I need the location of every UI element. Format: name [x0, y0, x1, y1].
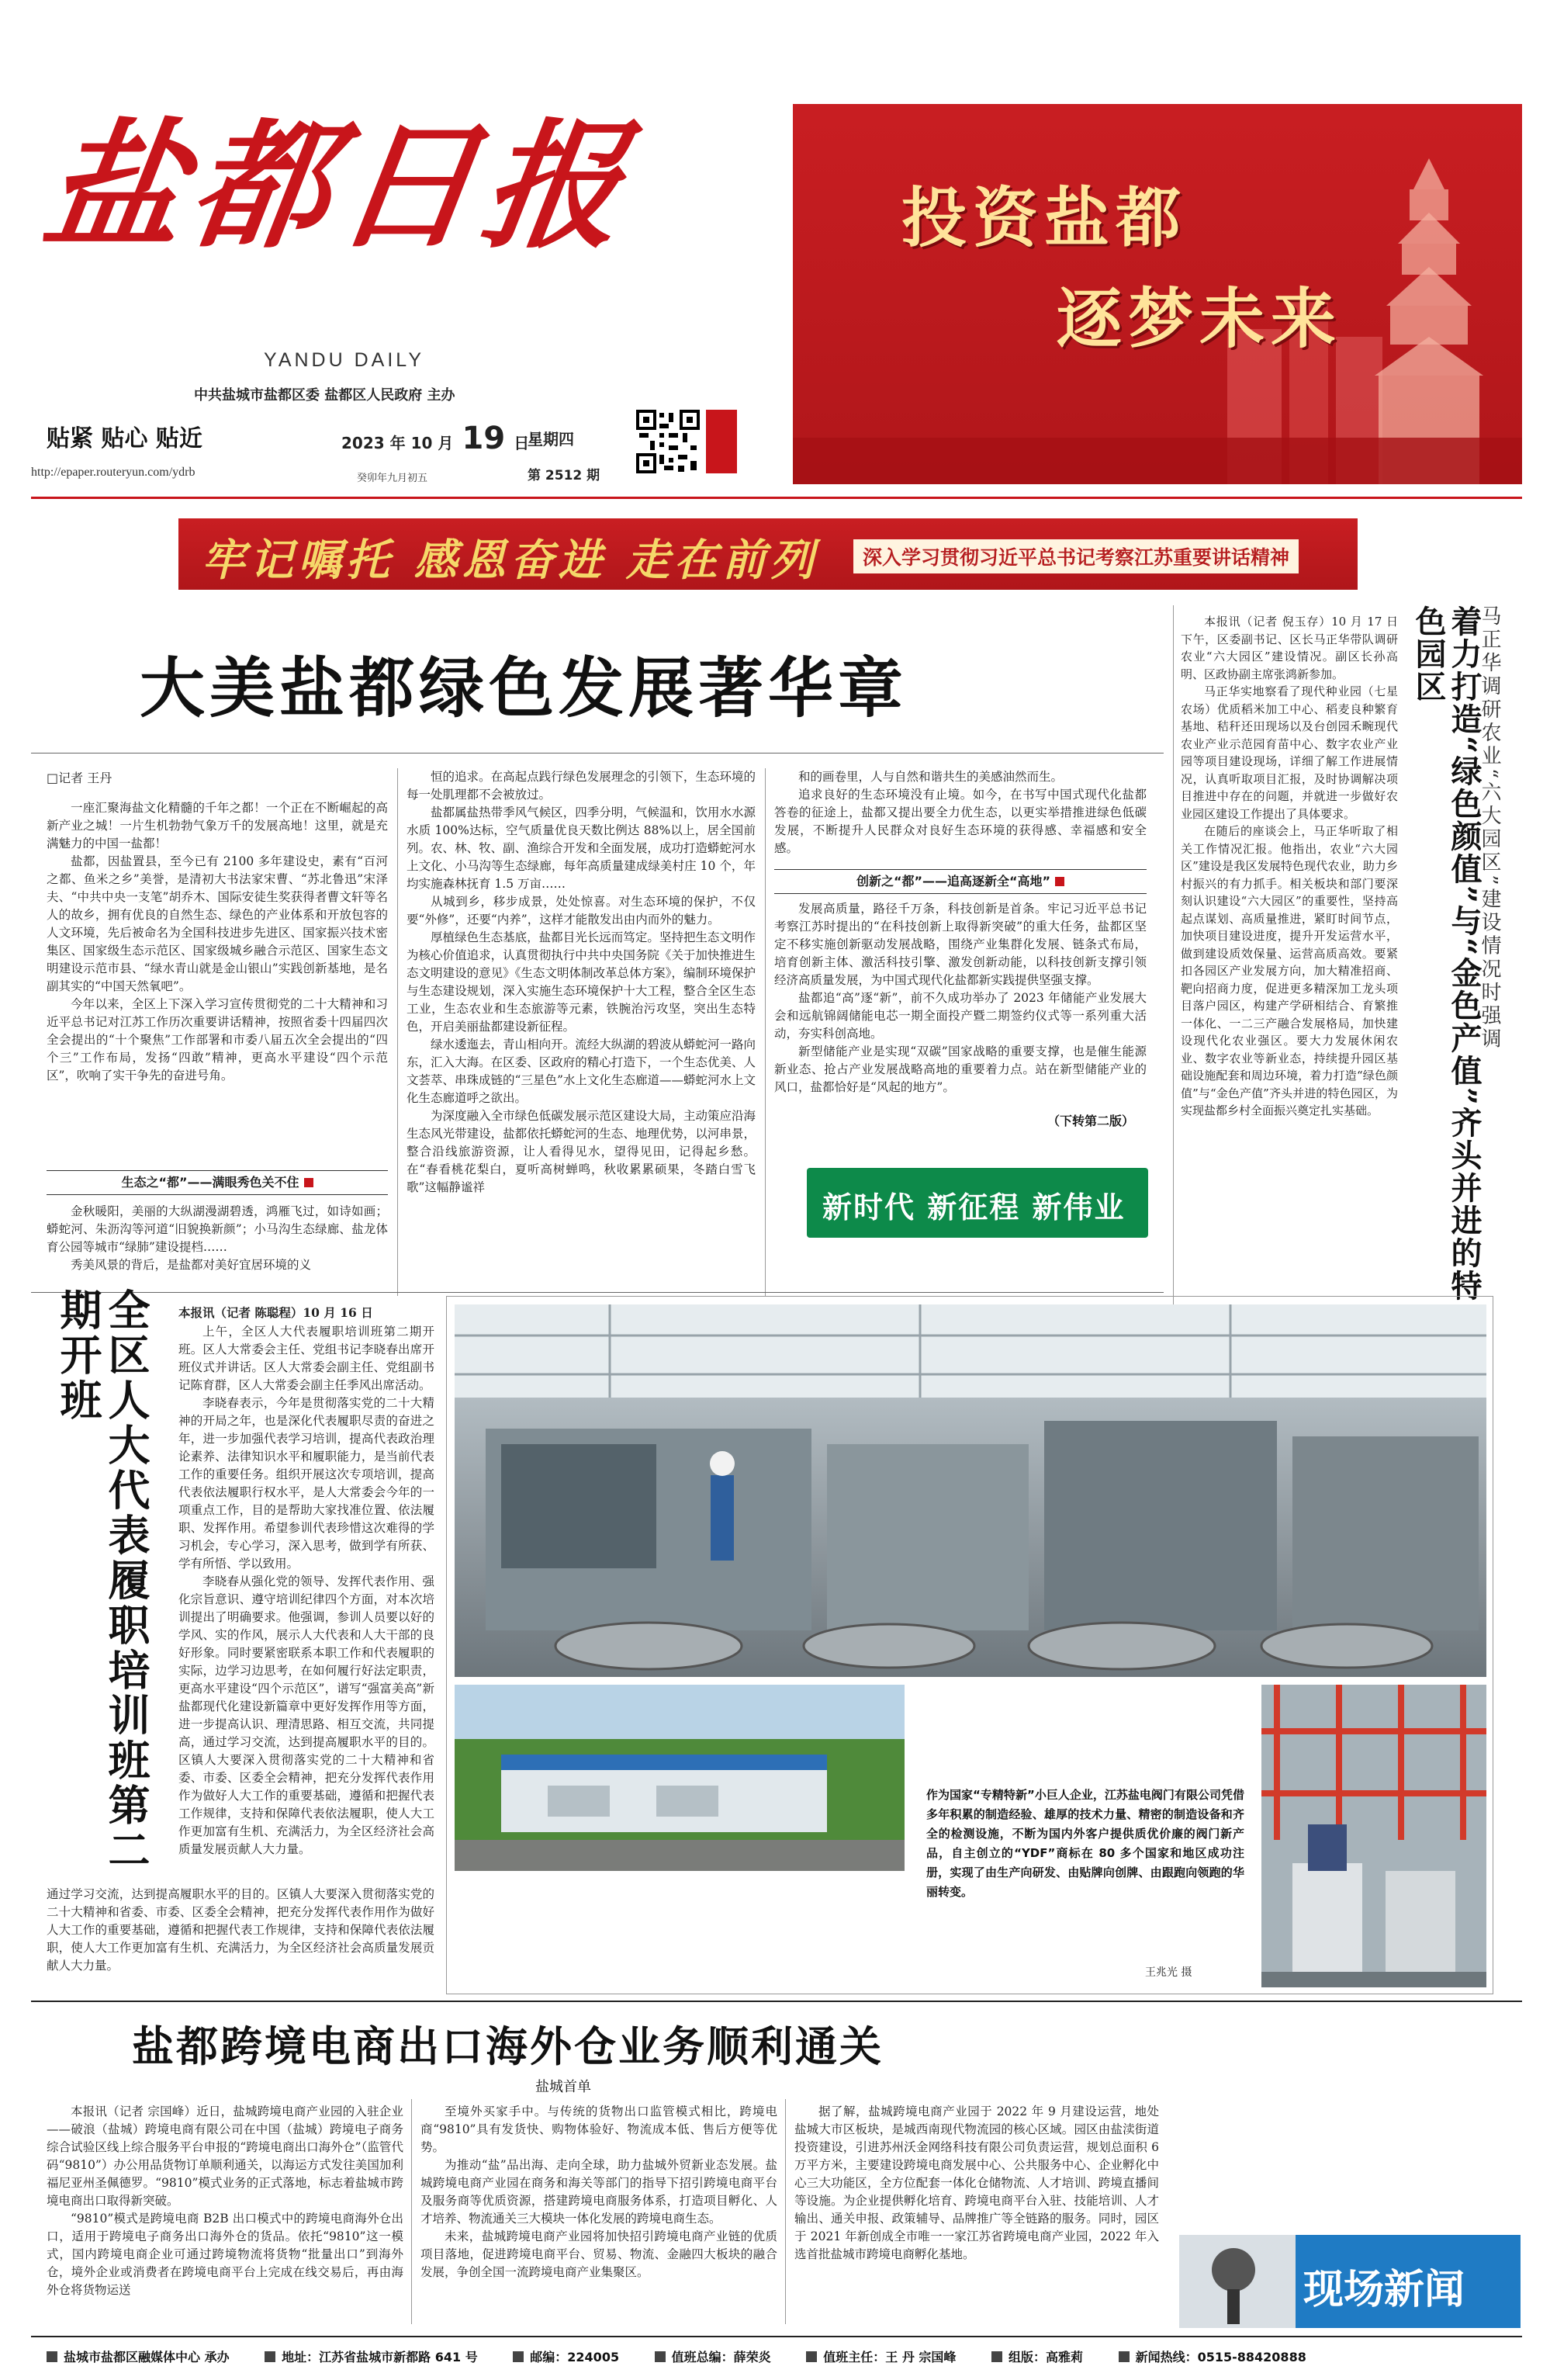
live-news-text: 现场新闻: [1303, 2267, 1465, 2313]
microphone-icon: [1179, 2235, 1296, 2328]
sidebar-headline: 着力打造“绿色颜值”与“金色产值”齐头并进的特色园区: [1410, 605, 1483, 1303]
new-era-banner: [807, 1168, 1148, 1238]
story2-rule: [31, 1292, 1164, 1293]
sidebar-kicker: 马正华调研农业“六大园区”建设情况时强调: [1478, 605, 1501, 1051]
lead-col3b: [774, 900, 1147, 1110]
sidebar-para: 马正华实地察看了现代种业园（七星农场）优质稻米加工中心、稻麦良种繁育基地、秸秆还田现场以及台创园禾畹现代农业产业示范园育苗中心、数字农业产业园等项目建设现场，详细了解工作进展情况，认真听取项目汇报，及时协调解决项目推进中存在的问题，并就进一步做好农业园区建设工作提出了具体要求。: [1181, 684, 1398, 821]
date-prefix: 2023 年 10 月: [341, 434, 454, 452]
masthead-sponsor: 中共盐城市盐都区委 盐都区人民政府 主办: [194, 387, 455, 404]
photo-frame: [446, 1296, 1493, 1994]
lead-subhead-2-text: 创新之“都”——追高逐新全“高地”: [856, 874, 1051, 889]
story3-col2: [420, 2103, 777, 2328]
lead-col3b-para: 新型储能产业是实现“双碳”国家战略的重要支撑，也是催生能源新业态、抢占产业发展战略高地的重要着力点。站在新型储能产业的风口，盐都恰好是“风起的地方”。: [774, 1044, 1147, 1094]
red-square-icon: [304, 1178, 313, 1187]
lead-col1-para: 盐都，因盐置县，至今已有 2100 多年建设史，素有“百河之都、鱼米之乡”美誉，是清初大书法家宋曹、“苏北鲁迅”宋泽夫、“中共中央一支笔”胡乔木、国际安徒生奖获得者曹文轩等名人的故乡，拥有优良的自然生态、绿色的产业体系和开放包容的人文环境，先后被命名为全国科技进步先进区、国家振兴技术密集区、国家级生态示范区、国家级城乡融合示范区、国家生态文明建设示范市县、“绿水青山就是金山银山”实践创新基地，是名副其实的“中国天然氧吧”。: [47, 854, 388, 993]
col-divider: [765, 768, 766, 1296]
story2-headline: 全区人大代表履职培训班第二期开班: [54, 1288, 151, 1873]
qr-code-icon: [636, 410, 700, 473]
robot-photo-image: [1261, 1685, 1486, 1987]
story3-source: 盐城首单: [535, 2079, 591, 2095]
footer-item: [513, 2347, 619, 2365]
lead-col2-para: 厚植绿色生态基底，盐都目光长远而笃定。坚持把生态文明作为核心价值追求，认真贯彻执行中共中央国务院《关于加快推进生态文明建设的意见》《生态文明体制改革总体方案》，编制环境保护与生态建设规划，深入实施生态环境保护十大工程，整合全区生态工业，生态农业和生态旅游等元素，铁腕治污攻坚，突出生态特色，开启美丽盐都建设新征程。: [407, 930, 756, 1034]
footer: [47, 2347, 1521, 2371]
masthead-rule: [31, 497, 1522, 499]
lead-col3: [774, 768, 1147, 877]
lead-byline: □记者 王丹: [47, 771, 112, 785]
lead-subhead-2: [774, 869, 1147, 894]
story3-col3: [794, 2103, 1159, 2328]
story3-col1: [47, 2103, 403, 2328]
lead-col1b-para: 秀美风景的背后，是盐都对美好宜居环境的义: [71, 1258, 312, 1272]
footer-item: [265, 2347, 478, 2365]
lead-col2: [407, 768, 756, 1296]
lead-col2-para: 为深度融入全市绿色低碳发展示范区建设大局，主动策应沿海生态风光带建设，盐都依托蟒蛇河的生态、地理优势，以河串景，整合沿线旅游资源，让人看得见水，望得见田，记得起乡愁。在“春看桃花梨白，夏听高树蝉鸣，秋收累累硕果，冬踏白雪飞歌”这幅静谧祥: [407, 1109, 756, 1194]
story3-headline: 盐都跨境电商出口海外仓业务顺利通关: [132, 2021, 884, 2071]
sidebar-text: [1181, 613, 1398, 1389]
photo-caption-box: [912, 1685, 1254, 1987]
footer-item-text: 新闻热线：0515-88420888: [1135, 2350, 1306, 2364]
lead-col2-para: 从城到乡，移步成景，处处惊喜。对生态环境的保护，不仅要“外修”，还要“内养”，这样才能散发出由内而外的魅力。: [407, 895, 756, 927]
lead-col3-para: 追求良好的生态环境没有止境。如今，在书写中国式现代化盐都答卷的征途上，盐都又提出要全力优生态，以更实举措推进绿色低碳发展，不断提升人民群众对良好生态环境的获得感、幸福感和安全感。: [774, 788, 1147, 855]
lead-col1-para: 一座汇聚海盐文化精髓的千年之都！一个正在不断崛起的高新产业之城！一片生机勃勃气象万千的发展高地！这里，就是充满魅力的中国一盐都！: [47, 801, 388, 850]
footer-item-text: 值班总编：薛荣炎: [671, 2350, 771, 2364]
story3-top-rule: [31, 2001, 1522, 2002]
sidebar-para: 在随后的座谈会上，马正华听取了相关工作情况汇报。他指出，农业“六大园区”建设是我区发展特色现代农业，助力乡村振兴的有力抓手。相关板块和部门要深刻认识建设“六大园区”的重要性，坚持高起点谋划、高质量推进，紧盯时间节点，加快项目建设进度，提升开发运营水平，做到建设质效保量、运营高质高效。要紧扣各园区产业发展方向，加大精准招商、靶向招商力度，促进更多精深加工龙头项目落户园区，构建产学研相结合、育繁推一体化、一二三产融合发展格局，加快建设现代化农业强区。要大力发展休闲农业、数字农业等新业态，持续提升园区基础设施配套和周边环境，着力打造“绿色颜值”与“金色产值”齐头并进的特色园区，为实现盐都乡村全面振兴奠定扎实基础。: [1181, 824, 1398, 1117]
footer-item-text: 盐城市盐都区融媒体中心 承办: [64, 2350, 230, 2364]
footer-item: [806, 2347, 956, 2365]
theme-banner: [178, 518, 1358, 590]
factory-photo-image: [455, 1304, 1486, 1677]
advertisement: [793, 104, 1522, 484]
lead-subhead-1-text: 生态之“都”——满眼秀色关不住: [121, 1175, 299, 1190]
lead-headline: 大美盐都绿色发展著华章: [140, 650, 908, 726]
lead-col2-para: 绿水逶迤去，青山相向开。流经大纵湖的碧波从蟒蛇河一路向东，汇入大海。在区委、区政府的精心打造下，一个生态优美、人文荟萃、串珠成链的“三星色”水上文化生态廊道——蟒蛇河水上文化生态廊道呼之欲出。: [407, 1038, 756, 1105]
masthead-date: [341, 421, 529, 456]
square-bullet-icon: [655, 2351, 666, 2362]
footer-item: [655, 2347, 771, 2365]
photo-caption: 作为国家“专精特新”小巨人企业，江苏盐电阀门有限公司凭借多年积累的制造经验、雄厚的技术力量、精密的制造设备和齐全的检测设施，不断为国内外客户提供质优价廉的阀门新产品，自主创立的“YDF”商标在 80 多个国家和地区成功注册，实现了由生产向研发、由贴牌向创牌、由跟跑向领跑的华丽转变。: [926, 1788, 1244, 1899]
lead-col2-para: 盐都属盐热带季风气候区，四季分明，气候温和，饮用水水源水质 100%达标，空气质量优良天数比例达 88%以上，居全国前列。农、林、牧、副、渔综合开发和全面发展，成功打造蟒蛇河水上文化、小马沟等生态绿廊，每年高质量建成绿美村庄 10 个，年均实施森林抚育 1.5 万亩……: [407, 805, 756, 891]
lead-col3-para: 和的画卷里，人与自然和谐共生的美感油然而生。: [798, 770, 1064, 784]
footer-item: [47, 2347, 230, 2365]
square-bullet-icon: [513, 2351, 524, 2362]
masthead-issue: 第 2512 期: [528, 468, 600, 483]
sidebar-para: 本报讯（记者 倪玉存）10 月 17 日下午，区委副书记、区长马正华带队调研农业“六大园区”建设情况。副区长孙高明、区政协副主席张鸿新参加。: [1181, 615, 1398, 681]
col-divider: [411, 2099, 412, 2324]
footer-item: [1119, 2347, 1306, 2365]
new-era-text: 新时代 新征程 新伟业: [822, 1190, 1126, 1225]
live-news-box: [1179, 2235, 1521, 2328]
story3-col1-para: 本报讯（记者 宗国峰）近日，盐城跨境电商产业园的入驻企业——破浪（盐城）跨境电商有限公司在中国（盐城）跨境电子商务综合试验区线上综合服务平台申报的“跨境电商出口海外仓”（监管代码“9810”）办公用品货物订单顺利通关，以海运方式发往美国加利福尼亚州圣佩德罗。“9810”模式业务的正式落地，标志着盐城市跨境电商出口取得新突破。: [47, 2105, 403, 2208]
ad-line2: 逐梦未来: [1057, 281, 1343, 357]
photo-credit: 王兆光 摄: [1145, 1966, 1192, 1979]
date-day: 19: [462, 421, 506, 456]
lead-col2-para: 恒的追求。在高起点践行绿色发展理念的引领下，生态环境的每一处肌理都不会被放过。: [407, 770, 756, 802]
red-square-icon: [1055, 877, 1064, 886]
masthead-title: 盐都日报: [35, 105, 642, 267]
story3-col1-para: “9810”模式是跨境电商 B2B 出口模式中的跨境电商海外仓出口，适用于跨境电子商务出口海外仓的货品。依托“9810”这一模式，国内跨境电商企业可通过跨境物流将货物“批量出口”到海外仓，境外企业或消费者在跨境电商平台上完成在线交易后，再由海外仓将货物运送: [47, 2212, 403, 2297]
story2-para-tail: 通过学习交流，达到提高履职水平的目的。区镇人大要深入贯彻落实党的二十大精神和省委、市委、区委全会精神，把充分发挥代表作用作为做好人大工作的重要基础，遵循和把握代表工作规律，支持和保障代表依法履职，使人大工作更加富有生机、充满活力，为全区经济社会高质量发展贡献人大力量。: [47, 1887, 434, 1973]
story2-para: 李晓春表示，今年是贯彻落实党的二十大精神的开局之年，也是深化代表履职尽责的奋进之年，进一步加强代表学习培训，提高代表政治理论素养、法律知识水平和履职能力，是当前代表工作的重要任务。组织开展这次专项培训，提高代表依法履职行权水平，是人大常委会今年的一项重点工作，目的是帮助大家找准位置、依法履职、发挥作用。希望参训代表珍惜这次难得的学习机会，专心学习，深入思考，做到学有所获、学有所悟、学以致用。: [178, 1396, 434, 1571]
lead-col3b-para: 盐都追“高”逐“新”，前不久成功举办了 2023 年储能产业发展大会和远航锦阔储能电芯一期全面投产暨二期签约仪式等一系列重大活动，夯实科创高地。: [774, 991, 1147, 1041]
sidebar-divider: [1173, 605, 1174, 1405]
story2-text-narrow: [178, 1323, 434, 1886]
lead-subhead-1: [47, 1170, 388, 1195]
lead-col1-para: 今年以来，全区上下深入学习宣传贯彻党的二十大精神和习近平总书记对江苏工作历次重要讲话精神，按照省委十四届四次全会提出的“十个聚焦”工作部署和市委八届五次全会提出的“四个三”工作布局，发扬“四敢”精神，更高水平建设“四个示范区”，吹响了实干争先的奋进号角。: [47, 997, 388, 1083]
square-bullet-icon: [1119, 2351, 1130, 2362]
theme-caption: 深入学习贯彻习近平总书记考察江苏重要讲话精神: [853, 539, 1299, 573]
footer-item-text: 组版：高雅莉: [1009, 2350, 1084, 2364]
masthead: [31, 54, 776, 504]
story3-col3-para: 据了解，盐城跨境电商产业园于 2022 年 9 月建设运营，地处盐城大市区板块，是城西南现代物流园的核心区域。园区由盐渎街道投资建设，引进苏州沃金网络科技有限公司负责运营，规划总面积 6 万平方米，主要建设跨境电商发展中心、公共服务中心、企业孵化中心三大功能区，全方位配套一体化仓储物流、人才培训、跨境直播间等设施。为企业提供孵化培育、跨境电商平台入驻、技能培训、人才输出、通关申报、政策辅导、品牌推广等全链路的服务。同时，园区于 2021 年新创成全市唯一一家江苏省跨境电商产业园，2022 年入选首批盐城市跨境电商孵化基地。: [794, 2105, 1159, 2261]
theme-calligraphy: 牢记嘱托 感恩奋进 走在前列: [202, 535, 818, 586]
lead-col1b-para: 金秋暖阳，美丽的大纵湖漫湖碧透，鸿雁飞过，如诗如画；蟒蛇河、朱沥沟等河道“旧貌换新颜”；小马沟生态绿廊、盐龙体育公园等城市“绿肺”建设提档……: [47, 1204, 388, 1254]
story3-col2-para: 为推动“盐”品出海、走向全球，助力盐城外贸新业态发展。盐城跨境电商产业园在商务和海关等部门的指导下招引跨境电商平台及服务商等优质资源，搭建跨境电商服务体系，打造项目孵化、人才培养、物流通关三大模块一体化发展的跨境电商生态。: [420, 2158, 777, 2226]
story2-text-wide: [47, 1886, 434, 1994]
story2-para: 李晓春从强化党的领导、发挥代表作用、强化宗旨意识、遵守培训纪律四个方面，对本次培训提出了明确要求。他强调，参训人员要以好的学风、实的作风，展示人大代表和人大干部的良好形象。同时要紧密联系本职工作和代表履职的实际，边学习边思考，在如何履行好法定职责，更高水平建设“四个示范区”，谱写“强富美高”新盐都现代化建设新篇章中更好发挥作用等方面，进一步提高认识、理清思路、相互交流，共同提高，通过学习交流，达到提高履职水平的目的。区镇人大要深入贯彻落实党的二十大精神和省委、市委、区委全会精神，把充分发挥代表作用作为做好人大工作的重要基础，遵循和把握代表工作规律，支持和保障代表依法履职，使人大工作更加富有生机、充满活力，为全区经济社会高质量发展贡献人大力量。: [178, 1575, 434, 1856]
lead-col1: [47, 799, 388, 1164]
footer-item-text: 地址：江苏省盐城市新都路 641 号: [282, 2350, 478, 2364]
lead-continued: （下转第二版）: [1047, 1114, 1135, 1128]
square-bullet-icon: [991, 2351, 1002, 2362]
square-bullet-icon: [265, 2351, 275, 2362]
masthead-slogan: 贴紧 贴心 贴近: [47, 425, 202, 452]
lead-col1b: [47, 1203, 388, 1296]
story3-col2-para: 至境外买家手中。与传统的货物出口监管模式相比，跨境电商“9810”具有发货快、购物体验好、物流成本低、售后方便等优势。: [420, 2105, 777, 2154]
story3-col2-para: 未来，盐城跨境电商产业园将加快招引跨境电商产业链的优质项目落地，促进跨境电商平台、贸易、物流、金融四大板块的融合发展，争创全国一流跨境电商产业集聚区。: [420, 2229, 777, 2279]
masthead-lunar: 癸卯年九月初五: [357, 473, 428, 484]
date-suffix: 日: [514, 434, 530, 452]
masthead-title-en: YANDU DAILY: [264, 349, 425, 371]
col-divider: [397, 768, 398, 1296]
footer-rule: [31, 2336, 1522, 2337]
ad-line1: 投资盐都: [901, 180, 1188, 256]
story2-byline: 本报讯（记者 陈聪程）10 月 16 日: [178, 1305, 373, 1320]
square-bullet-icon: [806, 2351, 817, 2362]
masthead-weekday: 星期四: [528, 430, 574, 449]
masthead-url: http://epaper.routeryun.com/ydrb: [31, 466, 195, 479]
col-divider: [785, 2099, 786, 2324]
seal-icon: [706, 410, 737, 473]
story2-para: 上午，全区人大代表履职培训班第二期开班。区人大常委会主任、党组书记李晓春出席开班仪式并讲话。区人大常委会副主任、党组副书记陈育群，区人大常委会副主任季风出席活动。: [178, 1325, 434, 1392]
lead-col3b-para: 发展高质量，路径千万条，科技创新是首条。牢记习近平总书记考察江苏时提出的“在科技创新上取得新突破”的重大任务，盐都区坚定不移实施创新驱动发展战略，围绕产业集群化发展、链条式布局，培育创新主体、激活科技引擎、激发创新动能，以科技创新支撑引领经济高质量发展，为中国式现代化盐都新实践提供坚强支撑。: [774, 902, 1147, 987]
footer-item-text: 值班主任：王 丹 宗国峰: [823, 2350, 957, 2364]
aerial-photo-image: [455, 1685, 905, 1871]
footer-item-text: 邮编：224005: [530, 2350, 620, 2364]
square-bullet-icon: [47, 2351, 57, 2362]
footer-item: [991, 2347, 1083, 2365]
